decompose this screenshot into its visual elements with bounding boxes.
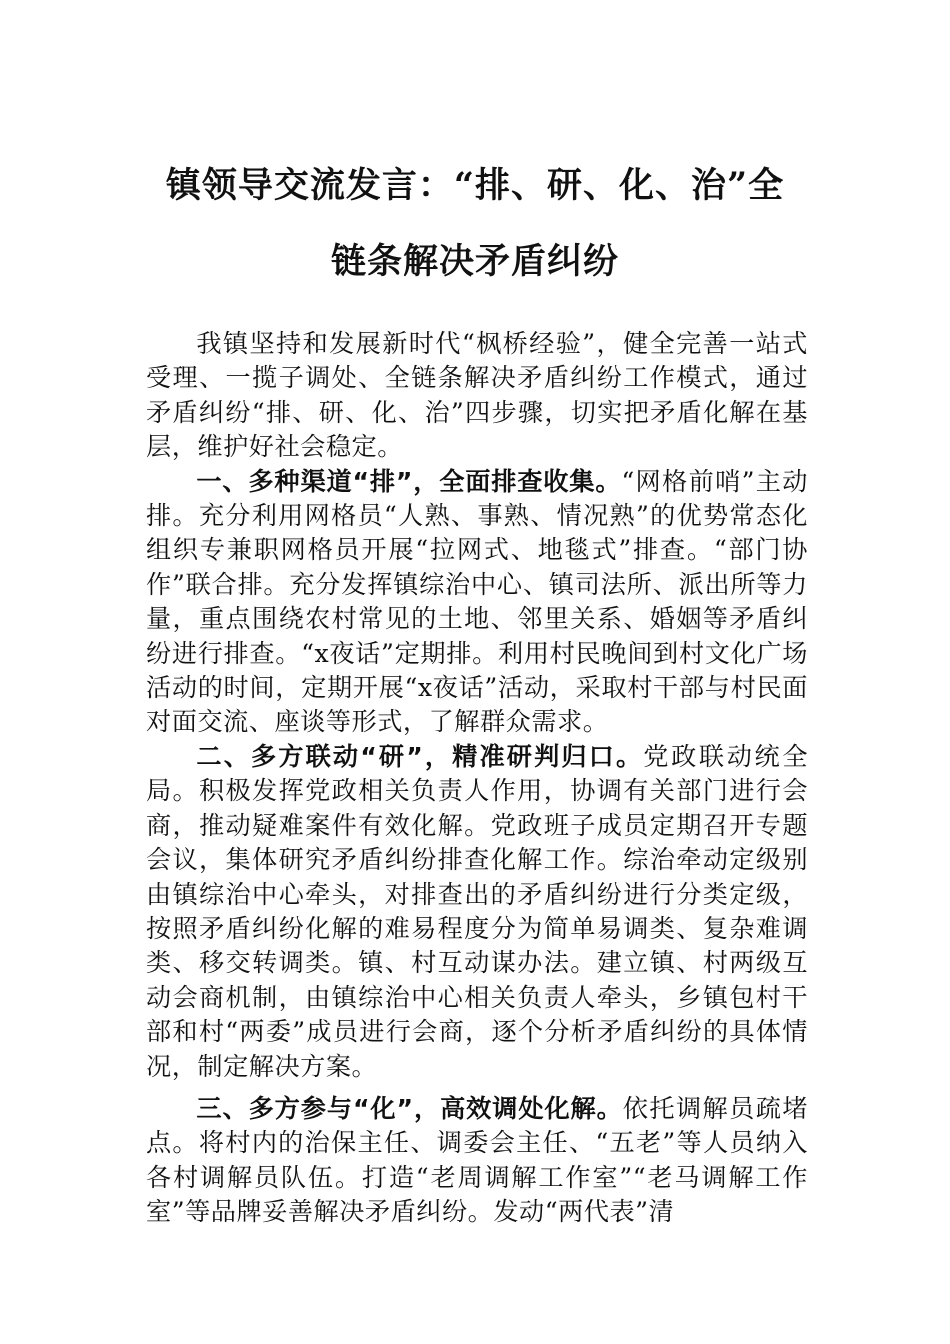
section-heading-1: 一、多种渠道“排”，全面排查收集。 <box>196 466 622 496</box>
section-text-1: “网格前哨”主动排。充分利用网格员“人熟、事熟、情况熟”的优势常态化组织专兼职网格员开展“拉网式、地毯式”排查。“部门协作”联合排。充分发挥镇综治中心、镇司法所、派出所等力量，重点围绕农村常见的土地、邻里关系、婚姻等矛盾纠纷进行排查。“x夜话”定期排。利用村民晚间到村文化广场活动的时间，定期开展“x夜话”活动，采取村干部与村民面对面交流、座谈等形式，了解群众需求。 <box>146 466 808 737</box>
section-text-2: 党政联动统全局。积极发挥党政相关负责人作用，协调有关部门进行会商，推动疑难案件有效化解。党政班子成员定期召开专题会议，集体研究矛盾纠纷排查化解工作。综治牵动定级别由镇综治中心牵头，对排查出的矛盾纠纷进行分类定级，按照矛盾纠纷化解的难易程度分为简单易调类、复杂难调类、移交转调类。镇、村互动谋办法。建立镇、村两级互动会商机制，由镇综治中心相关负责人牵头，乡镇包村干部和村“两委”成员进行会商，逐个分析矛盾纠纷的具体情况，制定解决方案。 <box>146 741 809 1081</box>
document-title <box>140 148 810 300</box>
section-text-3: 依托调解员疏堵点。将村内的治保主任、调委会主任、“五老”等人员纳入各村调解员队伍。打造“老周调解工作室”“老马调解工作室”等品牌妥善解决矛盾纠纷。发动“两代表”清 <box>146 1093 809 1227</box>
document-body <box>146 327 808 1230</box>
intro-paragraph: 我镇坚持和发展新时代“枫桥经验”，健全完善一站式受理、一揽子调处、全链条解决矛盾纠纷工作模式，通过矛盾纠纷“排、研、化、治”四步骤，切实把矛盾化解在基层，维护好社会稳定。 <box>146 329 808 462</box>
section-paragraph-3 <box>146 1092 808 1230</box>
section-heading-2: 二、多方联动“研”，精准研判归口。 <box>196 741 644 771</box>
title-line-1: 镇领导交流发言：“排、研、化、治”全 <box>165 165 785 206</box>
section-paragraph-1 <box>146 465 808 740</box>
section-paragraph-2 <box>146 740 808 1084</box>
title-line-2: 链条解决矛盾纠纷 <box>330 241 619 282</box>
section-heading-3: 三、多方参与“化”，高效调处化解。 <box>196 1093 623 1123</box>
